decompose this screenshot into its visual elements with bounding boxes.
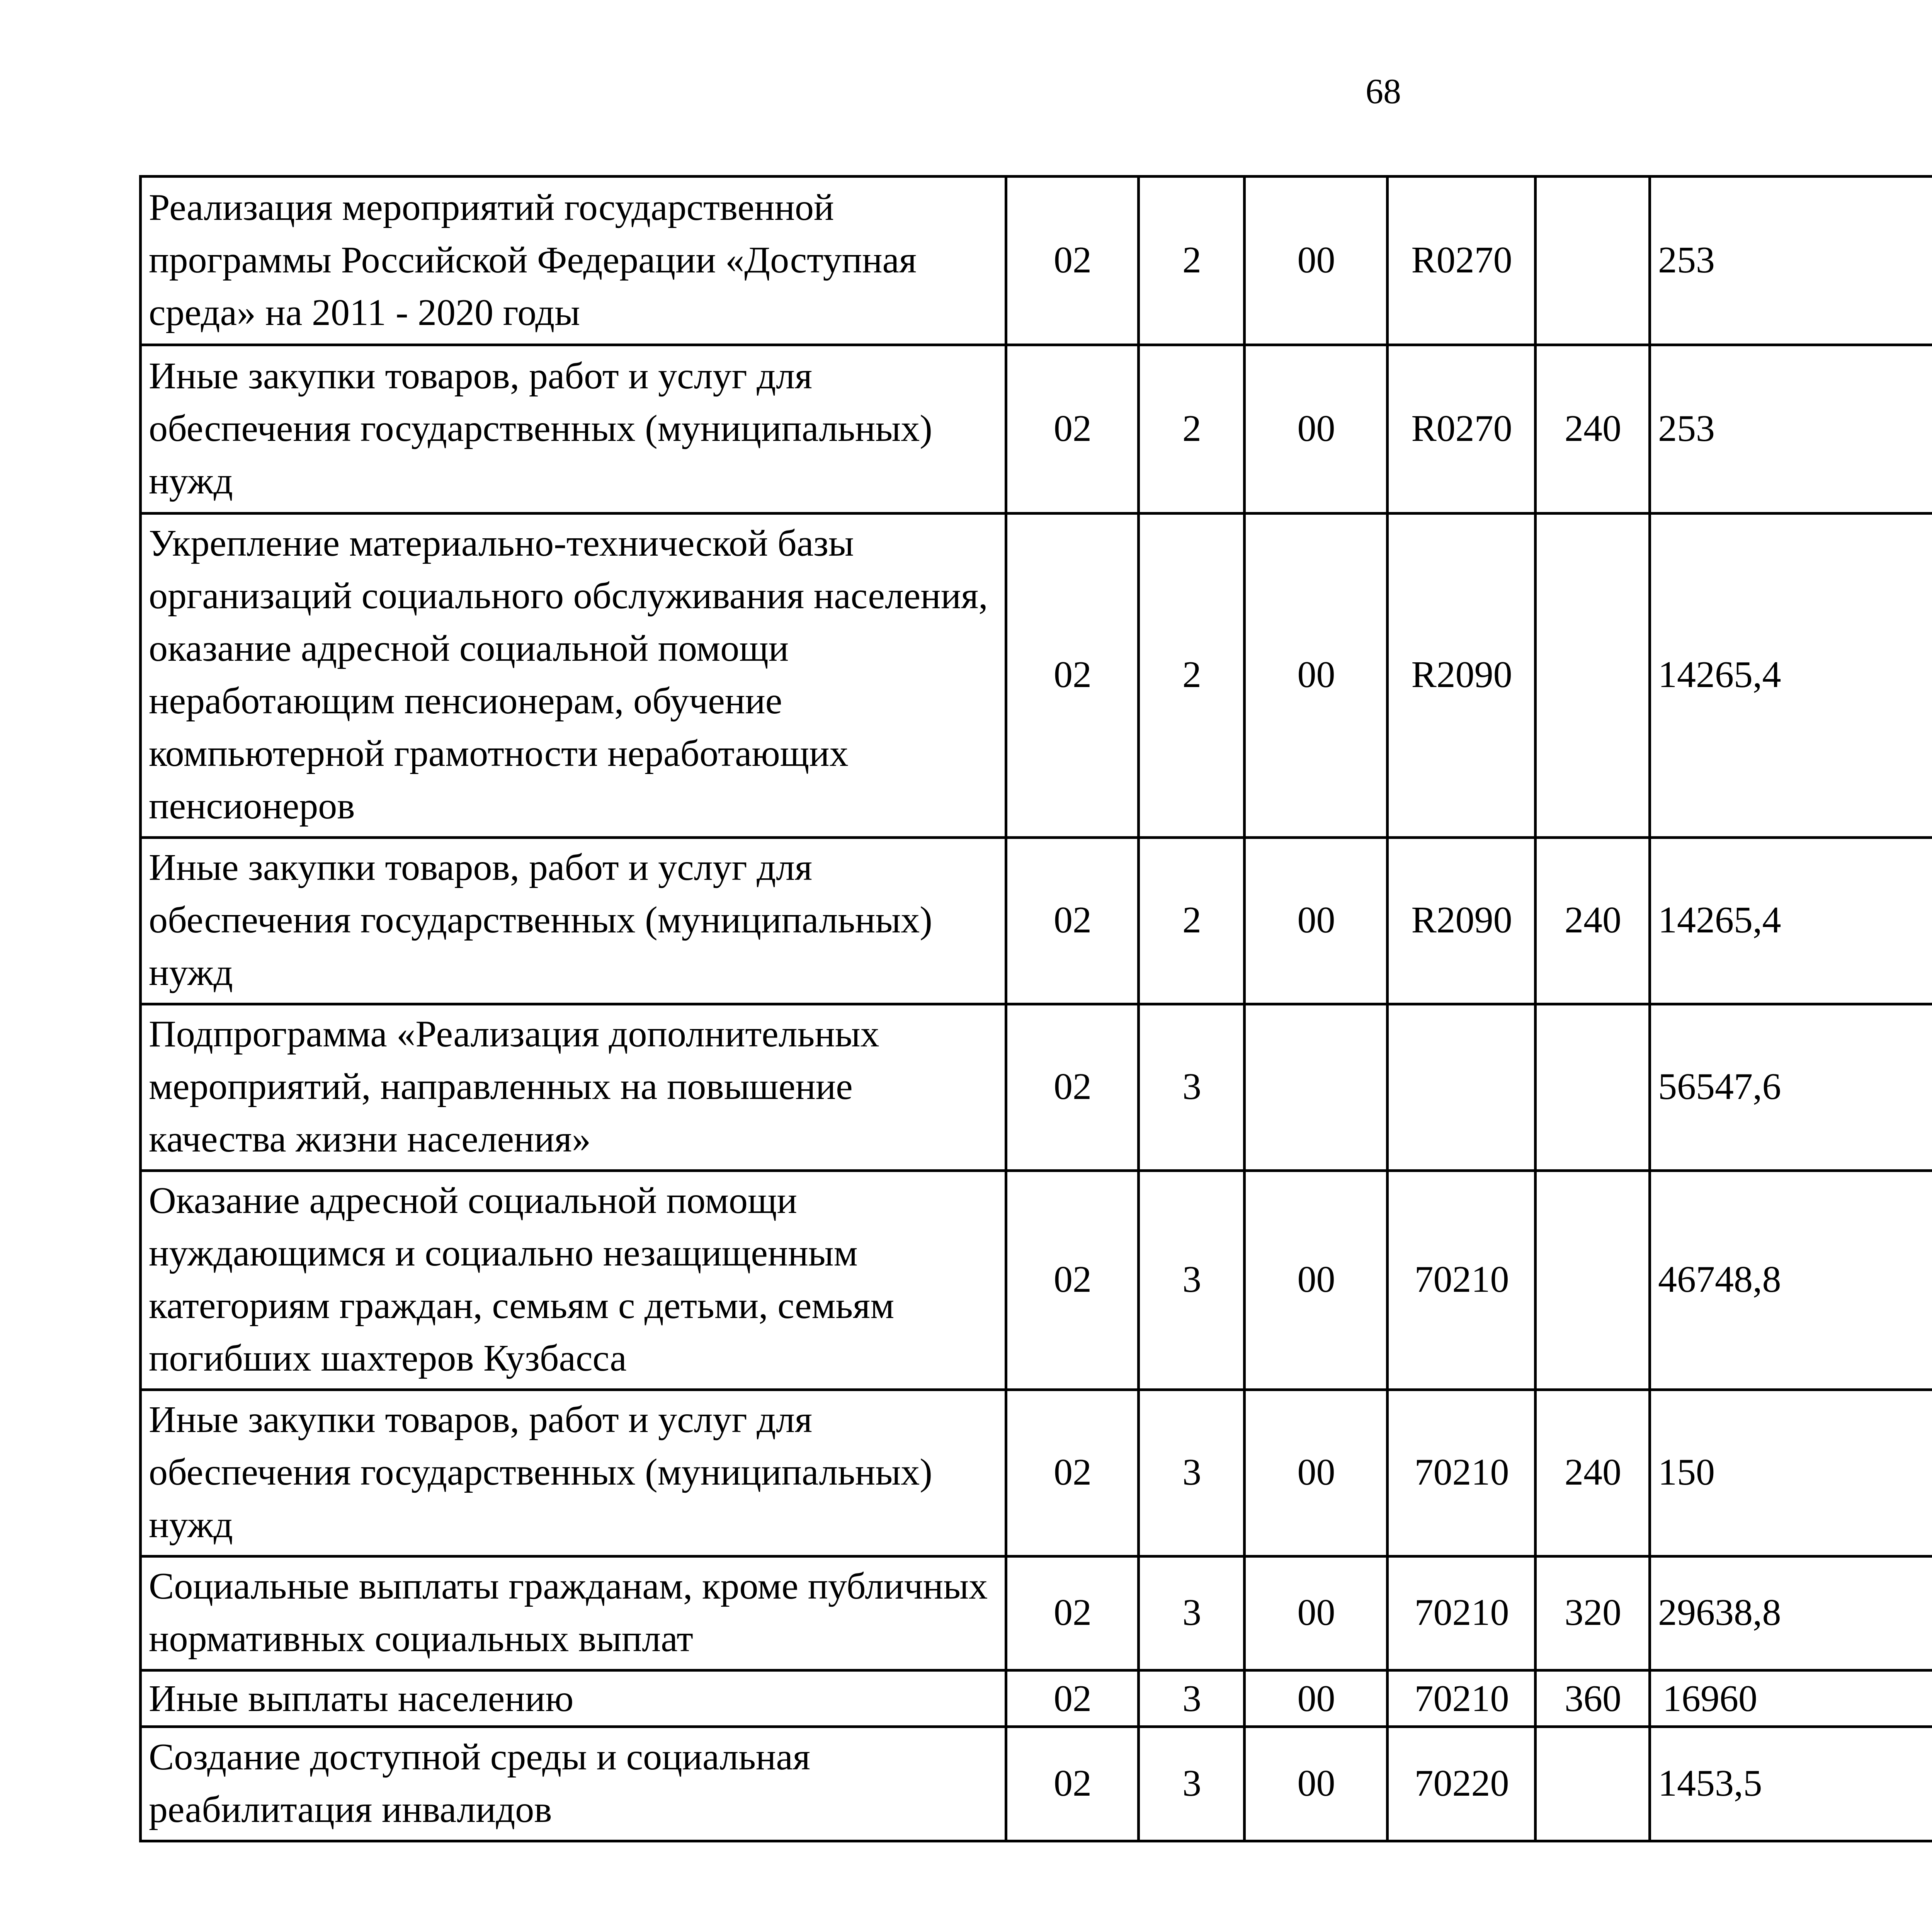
table-row	[141, 1670, 1932, 1727]
expense-type-code	[1536, 514, 1650, 838]
target-article-code: 70210	[1388, 1390, 1536, 1556]
row-name: Оказание адресной социальной помощи нуждающимся и социально незащищенным категориям граждан, семьям с детьми, семьям погибших шахтеров Кузбасса	[141, 1171, 1006, 1390]
section-code: 02	[1006, 177, 1139, 345]
expense-type-code	[1536, 1004, 1650, 1171]
target-article-code: R2090	[1388, 514, 1536, 838]
subprogram-code: 00	[1245, 345, 1388, 514]
program-code: 3	[1139, 1004, 1245, 1171]
target-article-code: 70210	[1388, 1670, 1536, 1727]
row-name: Социальные выплаты гражданам, кроме публичных нормативных социальных выплат	[141, 1556, 1006, 1670]
table-row	[141, 838, 1932, 1004]
page-number: 68	[1366, 71, 1401, 111]
row-name: Укрепление материально-технической базы организаций социального обслуживания населения, оказание адресной социальной помощи неработающим пенсионерам, обучение компьютерной грамотности неработающих пенсионеров	[141, 514, 1006, 838]
section-code: 02	[1006, 1556, 1139, 1670]
table-row	[141, 1556, 1932, 1670]
target-article-code: 70210	[1388, 1556, 1536, 1670]
program-code: 2	[1139, 345, 1245, 514]
expense-type-code: 360	[1536, 1670, 1650, 1727]
subprogram-code: 00	[1245, 1390, 1388, 1556]
budget-table	[139, 175, 1932, 1842]
target-article-code: R2090	[1388, 838, 1536, 1004]
section-code: 02	[1006, 1004, 1139, 1171]
section-code: 02	[1006, 1670, 1139, 1727]
program-code: 3	[1139, 1171, 1245, 1390]
target-article-code	[1388, 1004, 1536, 1171]
target-article-code: 70220	[1388, 1727, 1536, 1841]
amount-year-1: 14265,4	[1650, 838, 1932, 1004]
row-name: Иные закупки товаров, работ и услуг для обеспечения государственных (муниципальных) нужд	[141, 345, 1006, 514]
section-code: 02	[1006, 514, 1139, 838]
section-code: 02	[1006, 1390, 1139, 1556]
amount-year-1: 253	[1650, 177, 1932, 345]
amount-year-1: 150	[1650, 1390, 1932, 1556]
program-code: 3	[1139, 1556, 1245, 1670]
table-row	[141, 514, 1932, 838]
amount-year-1: 46748,8	[1650, 1171, 1932, 1390]
program-code: 3	[1139, 1670, 1245, 1727]
subprogram-code: 00	[1245, 1670, 1388, 1727]
table-row	[141, 1004, 1932, 1171]
expense-type-code	[1536, 177, 1650, 345]
table-row	[141, 1727, 1932, 1841]
section-code: 02	[1006, 1171, 1139, 1390]
expense-type-code: 240	[1536, 838, 1650, 1004]
program-code: 3	[1139, 1727, 1245, 1841]
subprogram-code: 00	[1245, 1556, 1388, 1670]
amount-year-1: 29638,8	[1650, 1556, 1932, 1670]
expense-type-code: 320	[1536, 1556, 1650, 1670]
table-row	[141, 1171, 1932, 1390]
expense-type-code	[1536, 1171, 1650, 1390]
subprogram-code: 00	[1245, 1727, 1388, 1841]
row-name: Создание доступной среды и социальная реабилитация инвалидов	[141, 1727, 1006, 1841]
subprogram-code: 00	[1245, 514, 1388, 838]
row-name: Реализация мероприятий государственной программы Российской Федерации «Доступная среда» на 2011 - 2020 годы	[141, 177, 1006, 345]
expense-type-code	[1536, 1727, 1650, 1841]
amount-year-1: 253	[1650, 345, 1932, 514]
target-article-code: R0270	[1388, 345, 1536, 514]
section-code: 02	[1006, 838, 1139, 1004]
amount-year-1: 56547,6	[1650, 1004, 1932, 1171]
table-row	[141, 345, 1932, 514]
program-code: 2	[1139, 514, 1245, 838]
row-name: Подпрограмма «Реализация дополнительных мероприятий, направленных на повышение качества жизни населения»	[141, 1004, 1006, 1171]
target-article-code: R0270	[1388, 177, 1536, 345]
program-code: 3	[1139, 1390, 1245, 1556]
row-name: Иные выплаты населению	[141, 1670, 1006, 1727]
subprogram-code	[1245, 1004, 1388, 1171]
subprogram-code: 00	[1245, 1171, 1388, 1390]
row-name: Иные закупки товаров, работ и услуг для обеспечения государственных (муниципальных) нужд	[141, 838, 1006, 1004]
section-code: 02	[1006, 345, 1139, 514]
row-name: Иные закупки товаров, работ и услуг для обеспечения государственных (муниципальных) нужд	[141, 1390, 1006, 1556]
amount-year-1: 16960	[1650, 1670, 1932, 1727]
target-article-code: 70210	[1388, 1171, 1536, 1390]
amount-year-1: 14265,4	[1650, 514, 1932, 838]
table-row	[141, 1390, 1932, 1556]
program-code: 2	[1139, 838, 1245, 1004]
expense-type-code: 240	[1536, 345, 1650, 514]
table-row	[141, 177, 1932, 345]
subprogram-code: 00	[1245, 177, 1388, 345]
program-code: 2	[1139, 177, 1245, 345]
amount-year-1: 1453,5	[1650, 1727, 1932, 1841]
subprogram-code: 00	[1245, 838, 1388, 1004]
expense-type-code: 240	[1536, 1390, 1650, 1556]
section-code: 02	[1006, 1727, 1139, 1841]
